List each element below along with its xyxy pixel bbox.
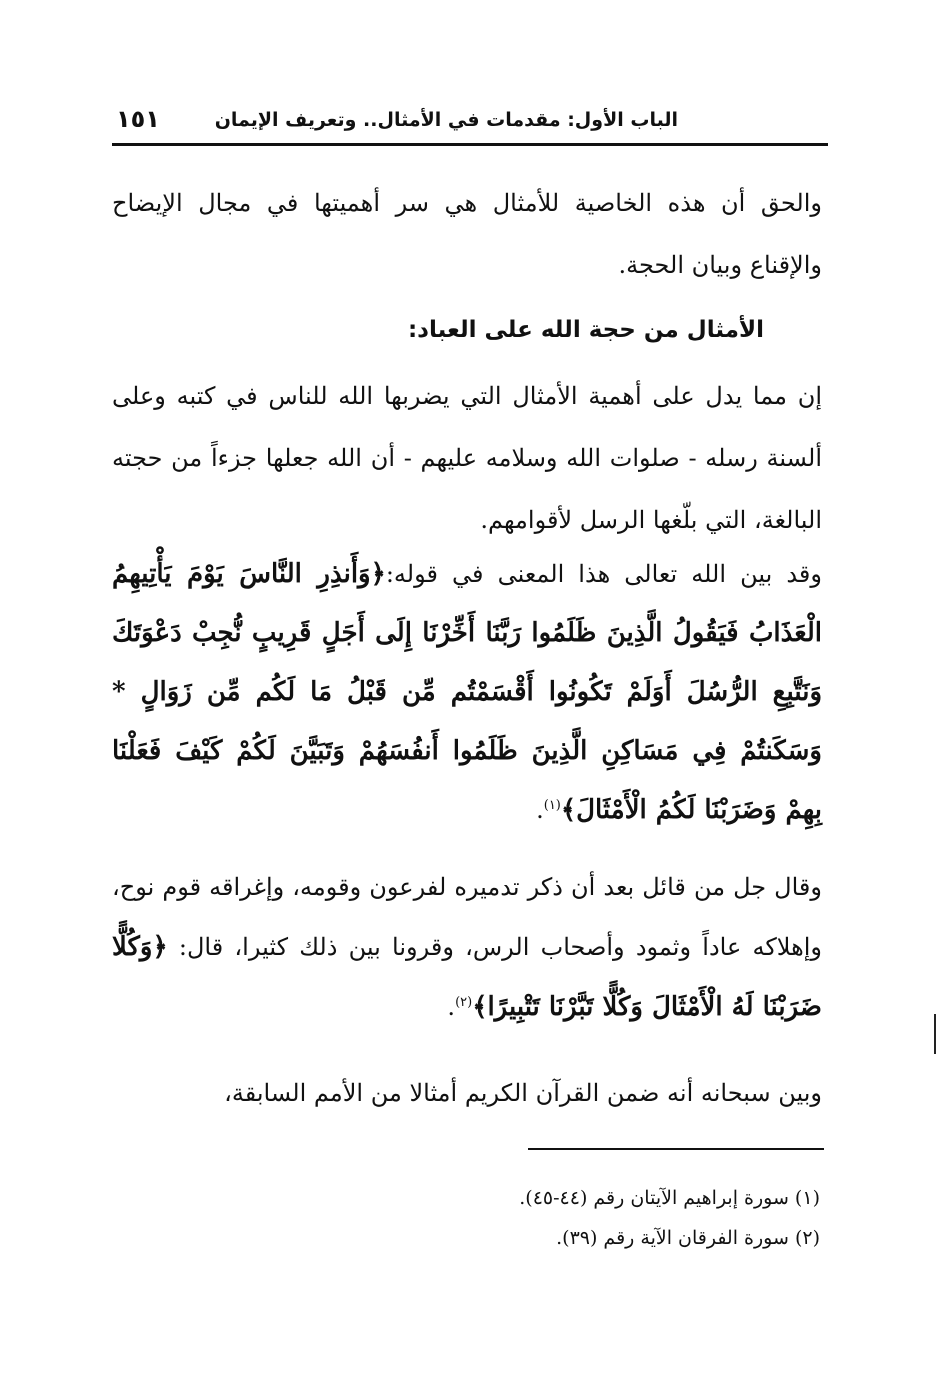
paragraph-4-intro: وقال جل من قائل بعد أن ذكر تدميره لفرعون وقومه، وإغراقه قوم نوح، وإهلاكه عاداً وثمود وأصحاب الرس، وقرونا بين ذلك كثيرا، قال: (112, 873, 822, 961)
footnotes (300, 1178, 820, 1258)
quran-verse-1: ﴿وَأَنذِرِ النَّاسَ يَوْمَ يَأْتِيهِمُ الْعَذَابُ فَيَقُولُ الَّذِينَ ظَلَمُوا رَبَّنَا أَخِّرْنَا إِلَى أَجَلٍ قَرِيبٍ نُّجِبْ دَعْوَتَكَ وَنَتَّبِعِ الرُّسُلَ أَوَلَمْ تَكُونُوا أَقْسَمْتُم مِّن قَبْلُ مَا لَكُم مِّن زَوَالٍ * وَسَكَنتُمْ فِي مَسَاكِنِ الَّذِينَ ظَلَمُوا أَنفُسَهُمْ وَتَبَيَّنَ لَكُمْ كَيْفَ فَعَلْنَا بِهِمْ وَضَرَبْنَا لَكُمُ الْأَمْثَالَ﴾ (112, 559, 822, 825)
running-header (112, 103, 828, 146)
paragraph-5: وبين سبحانه أنه ضمن القرآن الكريم أمثالا من الأمم السابقة، (224, 1079, 822, 1107)
footnote-1: (١) سورة إبراهيم الآيتان رقم (٤٤-٤٥). (519, 1187, 820, 1209)
paragraph-4 (112, 857, 822, 1037)
footnote-ref-1: (١) (543, 798, 561, 813)
chapter-title: الباب الأول: مقدمات في الأمثال.. وتعريف الإيمان (214, 109, 678, 131)
footnote-ref-2: (٢) (455, 995, 473, 1010)
paragraph-3-intro: وقد بين الله تعالى هذا المعنى في قوله: (385, 560, 822, 588)
quran-verse-2: ﴿وَكُلًّا ضَرَبْنَا لَهُ الْأَمْثَالَ وَكُلًّا تَبَّرْنَا تَتْبِيرًا﴾ (112, 932, 822, 1022)
footnote-2: (٢) سورة الفرقان الآية رقم (٣٩). (556, 1227, 820, 1249)
paragraph-4-end: . (447, 993, 456, 1021)
section-heading: الأمثال من حجة الله على العباد: (407, 317, 764, 343)
paragraph-2: إن مما يدل على أهمية الأمثال التي يضربها الله للناس في كتبه وعلى ألسنة رسله - صلوات الله وسلامه عليهم - أن الله جعلها جزءاً من حجته البالغة، التي بلّغها الرسل لأقوامهم. (112, 382, 822, 534)
paragraph-3 (112, 545, 822, 840)
paragraph-1: والحق أن هذه الخاصية للأمثال هي سر أهميتها في مجال الإيضاح والإقناع وبيان الحجة. (112, 189, 822, 279)
scan-edge-mark (934, 1014, 936, 1054)
footnote-divider (528, 1148, 824, 1150)
page-number: ١٥١ (116, 105, 160, 133)
paragraph-3-end: . (536, 796, 544, 824)
